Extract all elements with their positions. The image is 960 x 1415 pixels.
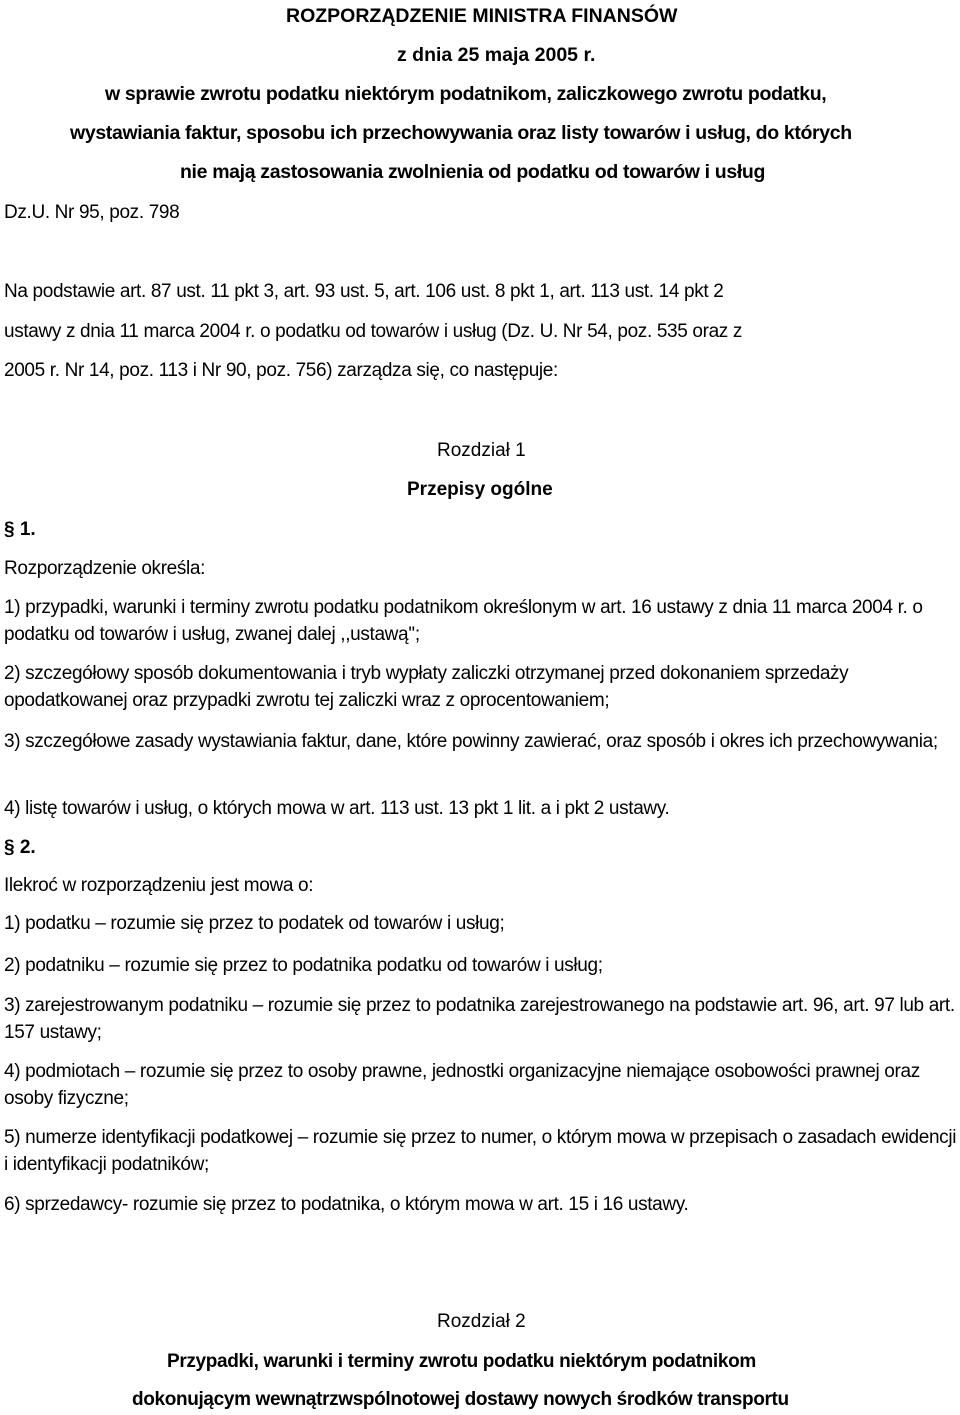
- section-2-item-5: 5) numerze identyfikacji podatkowej – rozumie się przez to numer, o którym mowa w przepisach o zasadach ewidencji i identyfikacji podatników;: [4, 1127, 957, 1175]
- chapter-1-label: Rozdział 1: [437, 440, 526, 461]
- subject-line-1: w sprawie zwrotu podatku niektórym podatnikom, zaliczkowego zwrotu podatku,: [105, 83, 827, 105]
- section-2-item-3: 3) zarejestrowanym podatniku – rozumie się przez to podatnika zarejestrowanego na podstawie art. 96, art. 97 lub art. 157 ustawy;: [4, 995, 955, 1043]
- section-1-item-1: 1) przypadki, warunki i terminy zwrotu podatku podatnikom określonym w art. 16 ustawy z dnia 11 marca 2004 r. o podatku od towarów i usług, zwanej dalej ,,ustawą'';: [4, 597, 923, 645]
- chapter-1-title: Przepisy ogólne: [407, 479, 553, 500]
- section-1-item-4: 4) listę towarów i usług, o których mowa w art. 113 ust. 13 pkt 1 lit. a i pkt 2 ustawy.: [4, 798, 670, 819]
- subject-line-3: nie mają zastosowania zwolnienia od podatku od towarów i usług: [180, 161, 766, 183]
- section-2-mark: § 2.: [4, 837, 36, 858]
- section-2-item-1: 1) podatku – rozumie się przez to podatek od towarów i usług;: [4, 913, 505, 934]
- section-2-intro: Ilekroć w rozporządzeniu jest mowa o:: [4, 875, 314, 896]
- chapter-2-title-line-2: dokonującym wewnątrzwspólnotowej dostawy nowych środków transportu: [132, 1389, 789, 1410]
- document-date: z dnia 25 maja 2005 r.: [397, 44, 596, 66]
- journal-citation: Dz.U. Nr 95, poz. 798: [4, 202, 180, 223]
- chapter-2-label: Rozdział 2: [437, 1311, 526, 1332]
- section-1-intro: Rozporządzenie określa:: [4, 558, 206, 579]
- document-title: ROZPORZĄDZENIE MINISTRA FINANSÓW: [286, 5, 678, 27]
- preamble-line-3: 2005 r. Nr 14, poz. 113 i Nr 90, poz. 756) zarządza się, co następuje:: [4, 360, 558, 381]
- section-1-mark: § 1.: [4, 519, 36, 540]
- section-2-item-6: 6) sprzedawcy- rozumie się przez to podatnika, o którym mowa w art. 15 i 16 ustawy.: [4, 1194, 689, 1215]
- section-1-item-2: 2) szczegółowy sposób dokumentowania i tryb wypłaty zaliczki otrzymanej przed dokonaniem sprzedaży opodatkowanej oraz przypadki zwrotu tej zaliczki wraz z oprocentowaniem;: [4, 663, 849, 711]
- section-2-item-4: 4) podmiotach – rozumie się przez to osoby prawne, jednostki organizacyjne niemające osobowości prawnej oraz osoby fizyczne;: [4, 1061, 920, 1109]
- preamble-line-2: ustawy z dnia 11 marca 2004 r. o podatku od towarów i usług (Dz. U. Nr 54, poz. 535 oraz z: [4, 321, 743, 342]
- section-1-item-3: 3) szczegółowe zasady wystawiania faktur, dane, które powinny zawierać, oraz sposób i okres ich przechowywania;: [4, 731, 938, 752]
- chapter-2-title-line-1: Przypadki, warunki i terminy zwrotu podatku niektórym podatnikom: [167, 1351, 756, 1372]
- preamble-line-1: Na podstawie art. 87 ust. 11 pkt 3, art. 93 ust. 5, art. 106 ust. 8 pkt 1, art. 113 ust. 14 pkt 2: [4, 281, 724, 302]
- section-2-item-2: 2) podatniku – rozumie się przez to podatnika podatku od towarów i usług;: [4, 955, 603, 976]
- subject-line-2: wystawiania faktur, sposobu ich przechowywania oraz listy towarów i usług, do których: [70, 122, 852, 144]
